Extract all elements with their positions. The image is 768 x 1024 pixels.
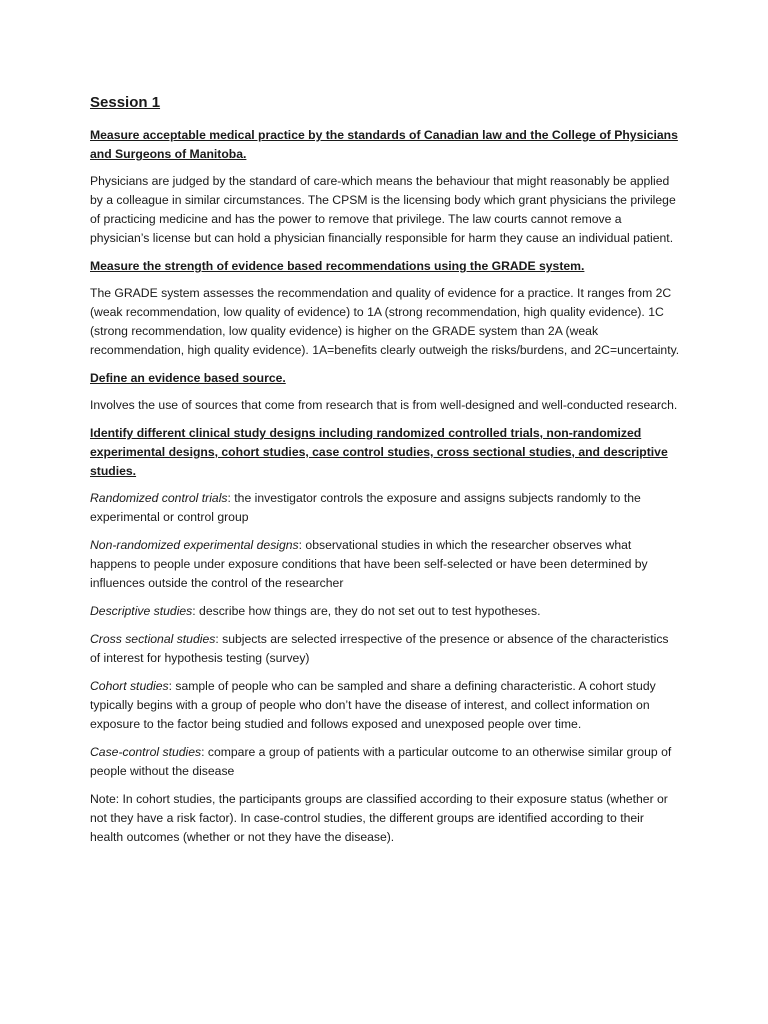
section-heading-study-designs: Identify different clinical study designs including randomized controlled trials, non-randomized experimental designs, cohort studies, case control studies, cross sectional studies, and descriptive studies. <box>90 426 668 478</box>
section-heading-grade-system: Measure the strength of evidence based recommendations using the GRADE system. <box>90 259 585 273</box>
definition-randomized-control-trials <box>90 489 680 527</box>
definition-text: : observational studies in which the researcher observes what happens to people under exposure conditions that have been self-selected or have been determined by influences outside the control of the researcher <box>90 538 648 590</box>
section-heading-canadian-law: Measure acceptable medical practice by the standards of Canadian law and the College of Physicians and Surgeons of Manitoba. <box>90 128 678 161</box>
definition-text: : describe how things are, they do not set out to test hypotheses. <box>192 604 541 618</box>
paragraph-evidence-source <box>90 396 680 415</box>
note-paragraph <box>90 790 680 847</box>
definition-term: Descriptive studies <box>90 604 193 618</box>
definition-text: : subjects are selected irrespective of the presence or absence of the characteristics of interest for hypothesis testing (survey) <box>90 632 669 665</box>
definition-text: : the investigator controls the exposure and assigns subjects randomly to the experimental or control group <box>90 491 641 524</box>
definition-term: Cohort studies <box>90 679 169 693</box>
paragraph-text: The GRADE system assesses the recommendation and quality of evidence for a practice. It ranges from 2C (weak recommendation, low quality of evidence) to 1A (strong recommendation, high quality evidence). 1C (strong recommendation, low quality evidence) is higher on the GRADE system than 2A (weak recommendation, high quality evidence). 1A=benefits clearly outweigh the risks/burdens, and 2C=uncertainty. <box>90 286 680 357</box>
definition-text: : sample of people who can be sampled and share a defining characteristic. A cohort study typically begins with a group of people who don’t have the disease of interest, and collect information on exposure to the factor being studied and follows exposed and unexposed people over time. <box>90 679 656 731</box>
paragraph-grade-system <box>90 284 680 360</box>
session-title: Session 1 <box>90 94 161 111</box>
definition-non-randomized-designs <box>90 536 680 593</box>
paragraph-standard-of-care <box>90 172 680 248</box>
definition-term: Randomized control trials <box>90 491 228 505</box>
definition-cross-sectional-studies <box>90 630 680 668</box>
document-page <box>90 92 680 856</box>
paragraph-text: Physicians are judged by the standard of care-which means the behaviour that might reasonably be applied by a colleague in similar circumstances. The CPSM is the licensing body which grant physicians the privilege of practicing medicine and has the power to remove that privilege. The law courts cannot remove a physician’s license but can hold a physician financially responsible for harm they cause an individual patient. <box>90 174 676 245</box>
definition-case-control-studies <box>90 743 680 781</box>
definition-cohort-studies <box>90 677 680 734</box>
paragraph-text: Involves the use of sources that come from research that is from well-designed and well-conducted research. <box>90 398 678 412</box>
definition-term: Non-randomized experimental designs <box>90 538 299 552</box>
definition-descriptive-studies <box>90 602 680 621</box>
paragraph-text: Note: In cohort studies, the participants groups are classified according to their exposure status (whether or not they have a risk factor). In case-control studies, the different groups are identified according to their health outcomes (whether or not they have the disease). <box>90 792 668 844</box>
definition-term: Cross sectional studies <box>90 632 216 646</box>
section-heading-evidence-source: Define an evidence based source. <box>90 371 286 385</box>
definition-text: : compare a group of patients with a particular outcome to an otherwise similar group of people without the disease <box>90 745 672 778</box>
definition-term: Case-control studies <box>90 745 202 759</box>
